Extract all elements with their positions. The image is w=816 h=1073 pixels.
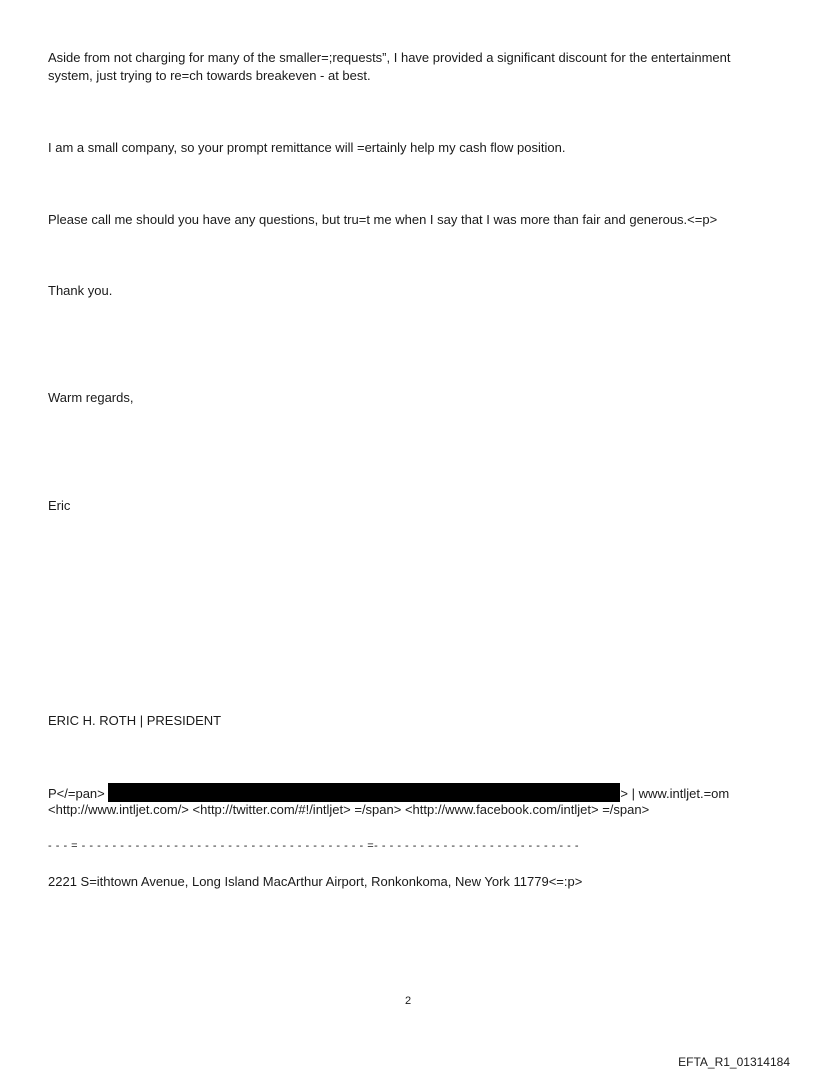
email-paragraph-2: I am a small company, so your prompt remittance will =ertainly help my cash flow position. [48, 140, 566, 155]
signature-separator: - - - = - - - - - - - - - - - - - - - - - - - - - - - - - - - - - - - - - - - - - =- - - - - - - - - - - - - - - - - - - - - - - - - - - [48, 840, 580, 852]
email-paragraph-4: Thank you. [48, 283, 113, 298]
signature-address: 2221 S=ithtown Avenue, Long Island MacArthur Airport, Ronkonkoma, New York 11779<=:p> [48, 874, 583, 889]
email-paragraph-1-line-1: Aside from not charging for many of the smaller=;requests”, I have provided a significant discount for the entertainment [48, 50, 731, 65]
signature-links-line: <http://www.intljet.com/> <http://twitter.com/#!/intljet> =/span> <http://www.facebook.com/intljet> =/span> [48, 802, 650, 817]
phone-prefix: P</=pan> [48, 786, 105, 801]
email-closing: Warm regards, [48, 390, 134, 405]
document-id: EFTA_R1_01314184 [678, 1055, 790, 1069]
page-number: 2 [404, 995, 412, 1007]
signature-phone-line [48, 783, 729, 802]
email-signature-name: Eric [48, 498, 71, 513]
email-paragraph-3: Please call me should you have any questions, but tru=t me when I say that I was more than fair and generous.<=p> [48, 212, 718, 227]
phone-suffix: > | www.intljet.=om [620, 786, 730, 801]
email-paragraph-1-line-2: system, just trying to re=ch towards breakeven - at best. [48, 68, 371, 83]
redaction-bar [108, 783, 620, 802]
signature-title: ERIC H. ROTH | PRESIDENT [48, 713, 222, 728]
